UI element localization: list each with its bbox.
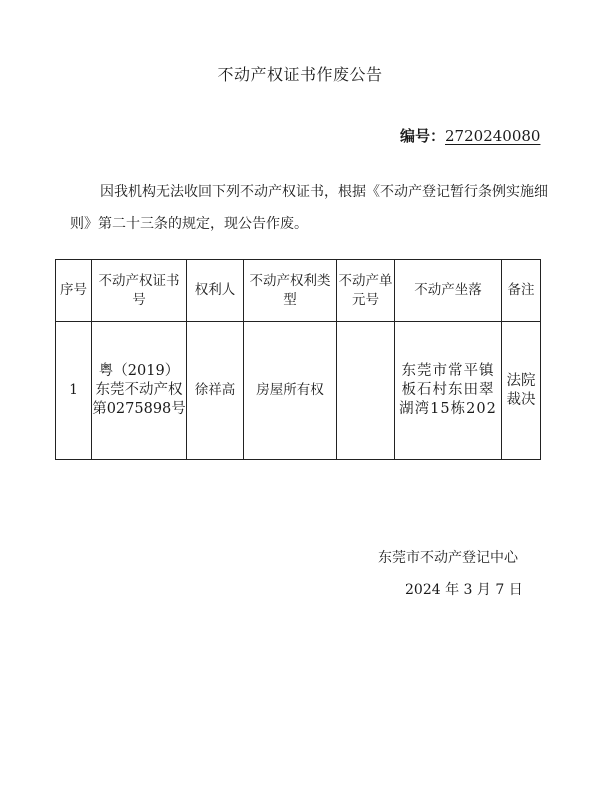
notice-body: 因我机构无法收回下列不动产权证书，根据《不动产登记暂行条例实施细则》第二十三条的规定，现公告作废。 (70, 184, 548, 232)
header-index: 序号 (56, 260, 92, 322)
header-right-holder: 权利人 (187, 260, 244, 322)
cell-location: 东莞市常平镇板石村东田翠湖湾15栋202 (395, 322, 502, 460)
cell-remarks: 法院裁决 (502, 322, 541, 460)
cell-index: 1 (56, 322, 92, 460)
header-remarks: 备注 (502, 260, 541, 322)
header-right-type: 不动产权利类型 (244, 260, 337, 322)
serial-number-line (400, 125, 540, 146)
cell-certificate-no: 粤（2019）东莞不动产权第0275898号 (92, 322, 187, 460)
issuing-organization: 东莞市不动产登记中心 (378, 550, 518, 566)
cell-unit-no (337, 322, 395, 460)
cell-right-type: 房屋所有权 (244, 322, 337, 460)
voided-certificates-table (55, 259, 541, 460)
header-certificate-no: 不动产权证书号 (92, 260, 187, 322)
header-location: 不动产坐落 (395, 260, 502, 322)
issue-date: 2024 年 3 月 7 日 (405, 582, 523, 598)
serial-number: 2720240080 (445, 127, 541, 145)
table-row (56, 322, 541, 460)
notice-title: 不动产权证书作废公告 (217, 65, 383, 84)
serial-label: 编号： (400, 127, 446, 145)
table-header-row (56, 260, 541, 322)
header-unit-no: 不动产单元号 (337, 260, 395, 322)
cell-right-holder: 徐祥高 (187, 322, 244, 460)
